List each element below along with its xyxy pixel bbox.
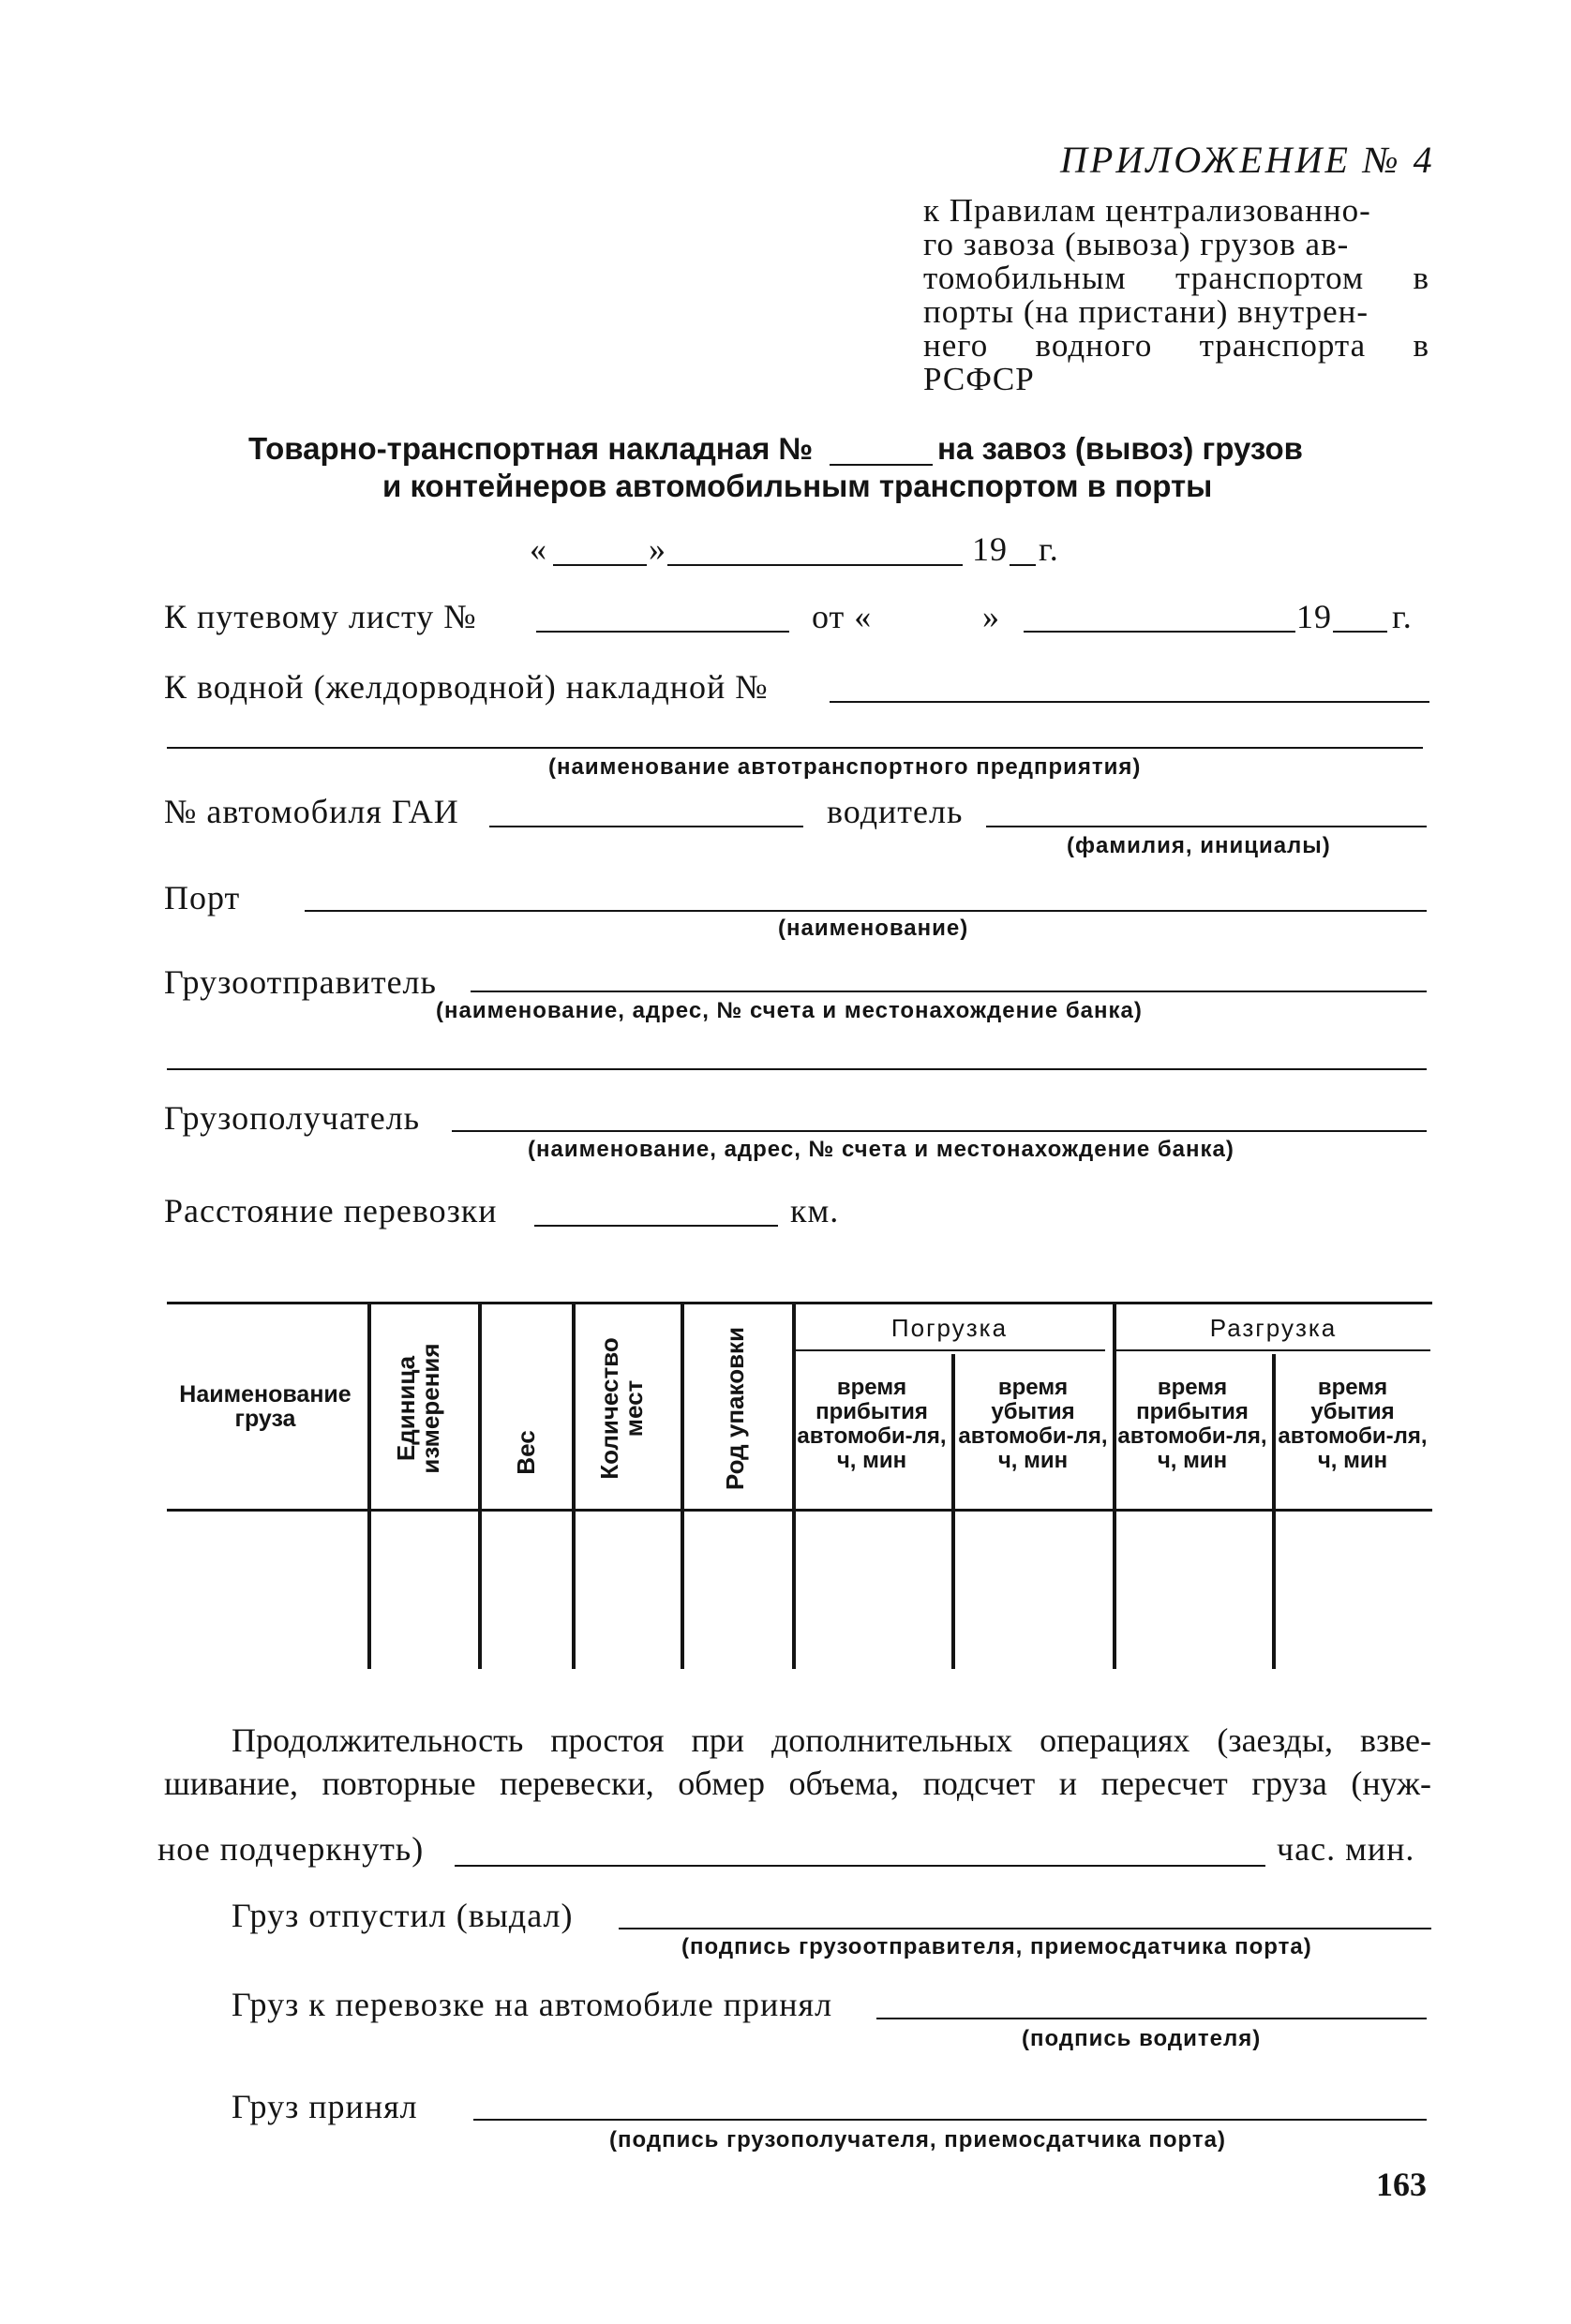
shipper-caption: (наименование, адрес, № счета и местонахождение банка) [436, 998, 1143, 1023]
waybill-year-field[interactable] [1333, 631, 1387, 633]
received-field[interactable] [473, 2119, 1427, 2121]
loading-arrival: время прибытия автомоби-ля, ч, мин [797, 1375, 947, 1473]
waybill-from: от « [812, 598, 873, 635]
heading-line1a: Товарно-транспортная накладная № [248, 431, 814, 466]
date-day-field[interactable] [553, 564, 647, 566]
col-cargo-name: Наименование груза [179, 1381, 352, 1432]
appendix-line: к Правилам централизованно- [923, 192, 1371, 229]
released-label: Груз отпустил (выдал) [232, 1897, 574, 1934]
appendix-text [923, 194, 1429, 396]
downtime-field[interactable] [455, 1865, 1265, 1867]
consignee-caption: (наименование, адрес, № счета и местонахождение банка) [528, 1137, 1234, 1162]
distance-label: Расстояние перевозки [164, 1192, 498, 1229]
shipper-field[interactable] [471, 991, 1427, 992]
waybill-label: К путевому листу № [164, 598, 477, 635]
vehicle-label: № автомобиля ГАИ [164, 793, 459, 830]
enterprise-field[interactable] [167, 747, 1423, 749]
appendix-title: ПРИЛОЖЕНИЕ № 4 [1060, 139, 1435, 181]
consignee-field[interactable] [452, 1130, 1427, 1132]
appendix-line: РСФСР [923, 361, 1035, 397]
released-caption: (подпись грузоотправителя, приемосдатчика порта) [681, 1934, 1312, 1959]
waybill-close: » [982, 598, 1000, 635]
driver-field[interactable] [986, 826, 1427, 827]
col-weight: Вес [512, 1430, 540, 1475]
date-month-field[interactable] [667, 564, 963, 566]
consignee-label: Грузополучатель [164, 1099, 421, 1137]
unloading-underline [1116, 1349, 1430, 1351]
accepted-caption: (подпись водителя) [1022, 2026, 1262, 2051]
loading-departure: время убытия автомоби-ля, ч, мин [958, 1375, 1108, 1473]
waybill-month-field[interactable] [1024, 631, 1295, 633]
driver-caption: (фамилия, инициалы) [1067, 833, 1331, 858]
header-unloading: Разгрузка [1209, 1314, 1338, 1342]
received-label: Груз принял [232, 2088, 418, 2125]
appendix-line: го завоза (вывоза) грузов ав- [923, 226, 1350, 262]
shipper-label: Грузоотправитель [164, 963, 437, 1001]
distance-field[interactable] [534, 1225, 778, 1227]
received-caption: (подпись грузополучателя, приемосдатчика порта) [609, 2127, 1226, 2153]
heading-line1b: на завоз (вывоз) грузов [937, 431, 1303, 466]
waybill-field[interactable] [536, 631, 789, 633]
date-year-field[interactable] [1010, 564, 1036, 566]
downtime-line3: ное подчеркнуть) [157, 1830, 425, 1868]
downtime-unit: час. мин. [1277, 1830, 1415, 1868]
date-year: 19 [972, 530, 1008, 568]
enterprise-caption: (наименование автотранспортного предприятия) [548, 754, 1142, 780]
unloading-departure: время убытия автомоби-ля, ч, мин [1278, 1375, 1428, 1473]
col-qty: Количество мест [595, 1337, 648, 1480]
water-waybill-label: К водной (желдорводной) накладной № [164, 668, 769, 706]
port-label: Порт [164, 879, 241, 916]
driver-label: водитель [827, 793, 964, 830]
water-waybill-field[interactable] [830, 701, 1429, 703]
date-open-quote: « [530, 530, 547, 568]
unloading-arrival: время прибытия автомоби-ля, ч, мин [1117, 1375, 1267, 1473]
released-field[interactable] [619, 1928, 1431, 1929]
accepted-field[interactable] [876, 2018, 1427, 2019]
port-caption: (наименование) [778, 916, 969, 941]
shipper-field-2[interactable] [167, 1068, 1427, 1070]
table-row[interactable] [167, 1512, 1432, 1669]
downtime-line1: Продолжительность простоя при дополнительных операциях (заезды, взве- [232, 1721, 1431, 1759]
distance-unit: км. [790, 1192, 840, 1229]
waybill-number-field[interactable] [830, 464, 933, 466]
appendix-line: томобильным транспортом в [923, 260, 1429, 296]
heading-line2: и контейнеров автомобильным транспортом в порты [382, 469, 1213, 503]
port-field[interactable] [305, 910, 1427, 912]
header-loading: Погрузка [890, 1314, 1009, 1342]
page-number: 163 [1376, 2166, 1427, 2203]
table-top-border [167, 1302, 1432, 1304]
downtime-line2: шивание, повторные перевески, обмер объема, подсчет и пересчет груза (нуж- [164, 1765, 1431, 1802]
loading-underline [794, 1349, 1105, 1351]
waybill-suffix: г. [1392, 598, 1413, 635]
accepted-label: Груз к перевозке на автомобиле принял [232, 1986, 833, 2023]
date-suffix: г. [1039, 530, 1059, 568]
waybill-year: 19 [1296, 598, 1332, 635]
col-pack: Род упаковки [721, 1326, 749, 1491]
vehicle-field[interactable] [489, 826, 803, 827]
appendix-line: порты (на пристани) внутрен- [923, 293, 1369, 330]
date-close-quote: » [649, 530, 666, 568]
appendix-line: него водного транспорта в [923, 327, 1429, 364]
col-unit: Единица измерения [392, 1343, 444, 1474]
